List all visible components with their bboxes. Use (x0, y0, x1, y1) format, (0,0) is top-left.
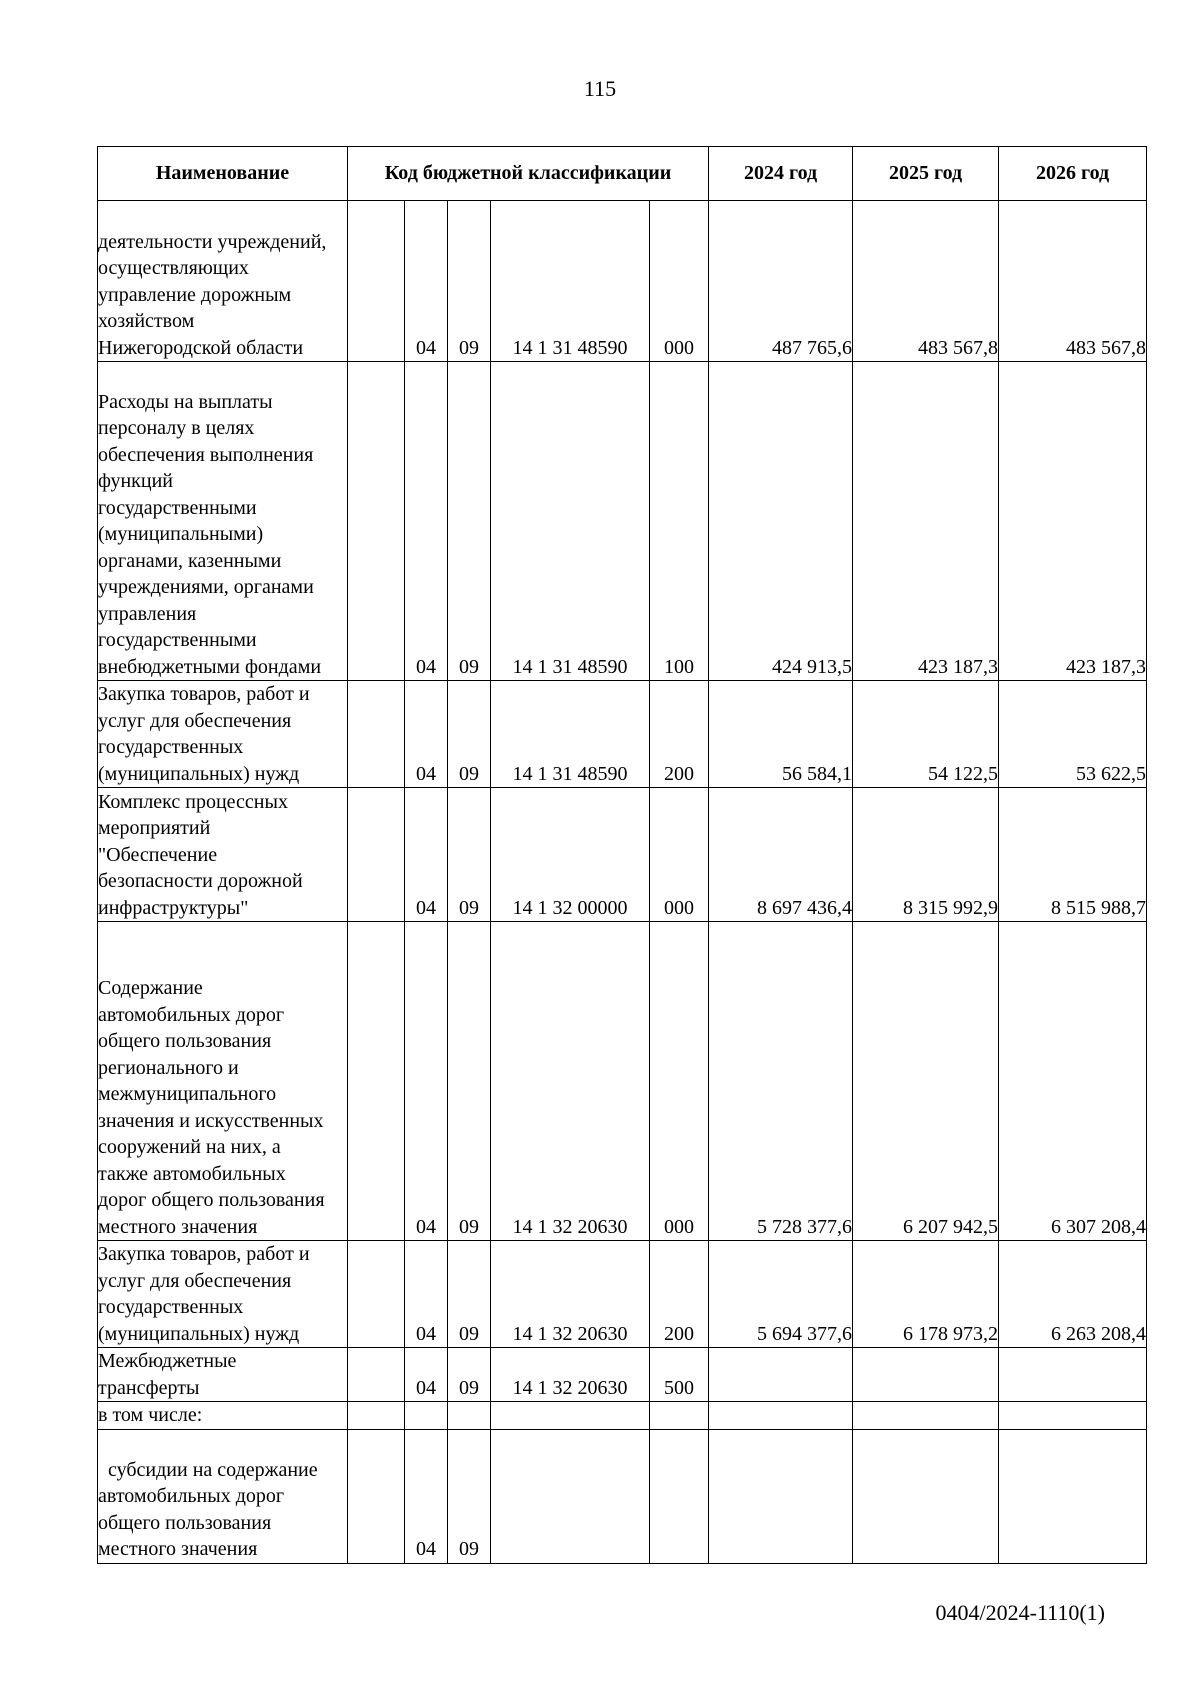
code-expense-type: 500 (650, 1348, 709, 1402)
code-section: 04 (405, 922, 448, 1241)
value-2025: 423 187,3 (853, 362, 999, 681)
code-part-0 (348, 1429, 405, 1563)
table-header-row (98, 147, 1147, 201)
code-part-0 (348, 1241, 405, 1348)
code-expense-type: 200 (650, 1241, 709, 1348)
code-target-article: 14 1 32 20630 (491, 922, 650, 1241)
page-number: 115 (583, 76, 617, 101)
code-subsection: 09 (448, 788, 491, 922)
code-section: 04 (405, 681, 448, 788)
code-section: 04 (405, 1348, 448, 1402)
row-name: Комплекс процессных мероприятий "Обеспечение безопасности дорожной инфраструктуры" (98, 788, 348, 922)
value-2026: 8 515 988,7 (999, 788, 1147, 922)
row-name: в том числе: (98, 1402, 348, 1430)
table-row (98, 1402, 1147, 1430)
value-2026 (999, 1348, 1147, 1402)
value-2026: 6 307 208,4 (999, 922, 1147, 1241)
value-2026: 53 622,5 (999, 681, 1147, 788)
table-row (98, 1241, 1147, 1348)
row-name: Закупка товаров, работ и услуг для обеспечения государственных (муниципальных) нужд (98, 1241, 348, 1348)
code-part-0 (348, 1402, 405, 1430)
code-part-0 (348, 681, 405, 788)
code-expense-type (650, 1402, 709, 1430)
code-part-0 (348, 362, 405, 681)
value-2025 (853, 1429, 999, 1563)
table-row (98, 788, 1147, 922)
code-target-article: 14 1 32 00000 (491, 788, 650, 922)
value-2024 (709, 1429, 853, 1563)
value-2025: 6 207 942,5 (853, 922, 999, 1241)
row-name: Содержание автомобильных дорог общего пользования регионального и межмуниципального значения и искусственных сооружений на них, а также автомобильных дорог общего пользования местного значения (98, 922, 348, 1241)
table-row (98, 362, 1147, 681)
code-section: 04 (405, 1241, 448, 1348)
code-subsection (448, 1402, 491, 1430)
table-row (98, 681, 1147, 788)
value-2026 (999, 1402, 1147, 1430)
code-section (405, 1402, 448, 1430)
code-section: 04 (405, 201, 448, 362)
value-2026: 423 187,3 (999, 362, 1147, 681)
value-2025: 6 178 973,2 (853, 1241, 999, 1348)
code-expense-type (650, 1429, 709, 1563)
document-code: 0404/2024-1110(1) (935, 1600, 1105, 1625)
code-expense-type: 000 (650, 201, 709, 362)
code-part-0 (348, 201, 405, 362)
code-part-0 (348, 788, 405, 922)
code-expense-type: 100 (650, 362, 709, 681)
table-row (98, 1348, 1147, 1402)
value-2024 (709, 1348, 853, 1402)
table-row (98, 1429, 1147, 1563)
row-name: Закупка товаров, работ и услуг для обеспечения государственных (муниципальных) нужд (98, 681, 348, 788)
code-target-article (491, 1402, 650, 1430)
value-2025: 8 315 992,9 (853, 788, 999, 922)
code-subsection: 09 (448, 681, 491, 788)
code-subsection: 09 (448, 201, 491, 362)
value-2024 (709, 1402, 853, 1430)
row-name: Расходы на выплаты персоналу в целях обеспечения выполнения функций государственными (муниципальными) органами, казенными учреждениями, органами управления государственными внебюджетными фондами (98, 362, 348, 681)
value-2025: 54 122,5 (853, 681, 999, 788)
row-name: субсидии на содержание автомобильных дорог общего пользования местного значения (98, 1429, 348, 1563)
code-part-0 (348, 1348, 405, 1402)
code-section: 04 (405, 1429, 448, 1563)
code-target-article (491, 1429, 650, 1563)
value-2025 (853, 1402, 999, 1430)
code-subsection: 09 (448, 1241, 491, 1348)
value-2024: 5 728 377,6 (709, 922, 853, 1241)
code-subsection: 09 (448, 922, 491, 1241)
code-target-article: 14 1 32 20630 (491, 1348, 650, 1402)
code-section: 04 (405, 788, 448, 922)
header-2026: 2026 год (999, 147, 1147, 201)
value-2025: 483 567,8 (853, 201, 999, 362)
code-section: 04 (405, 362, 448, 681)
code-target-article: 14 1 31 48590 (491, 201, 650, 362)
value-2026: 6 263 208,4 (999, 1241, 1147, 1348)
header-2025: 2025 год (853, 147, 999, 201)
code-expense-type: 000 (650, 788, 709, 922)
value-2025 (853, 1348, 999, 1402)
header-name: Наименование (98, 147, 348, 201)
code-subsection: 09 (448, 1429, 491, 1563)
table-row (98, 922, 1147, 1241)
code-subsection: 09 (448, 362, 491, 681)
code-target-article: 14 1 31 48590 (491, 362, 650, 681)
value-2024: 5 694 377,6 (709, 1241, 853, 1348)
value-2024: 424 913,5 (709, 362, 853, 681)
code-target-article: 14 1 32 20630 (491, 1241, 650, 1348)
value-2026: 483 567,8 (999, 201, 1147, 362)
value-2024: 487 765,6 (709, 201, 853, 362)
row-name: Межбюджетные трансферты (98, 1348, 348, 1402)
value-2026 (999, 1429, 1147, 1563)
row-name: деятельности учреждений, осуществляющих управление дорожным хозяйством Нижегородской области (98, 201, 348, 362)
budget-table (97, 146, 1147, 1564)
value-2024: 8 697 436,4 (709, 788, 853, 922)
code-subsection: 09 (448, 1348, 491, 1402)
table-row (98, 201, 1147, 362)
code-expense-type: 000 (650, 922, 709, 1241)
header-budget-code: Код бюджетной классификации (348, 147, 709, 201)
header-2024: 2024 год (709, 147, 853, 201)
code-expense-type: 200 (650, 681, 709, 788)
code-part-0 (348, 922, 405, 1241)
value-2024: 56 584,1 (709, 681, 853, 788)
code-target-article: 14 1 31 48590 (491, 681, 650, 788)
